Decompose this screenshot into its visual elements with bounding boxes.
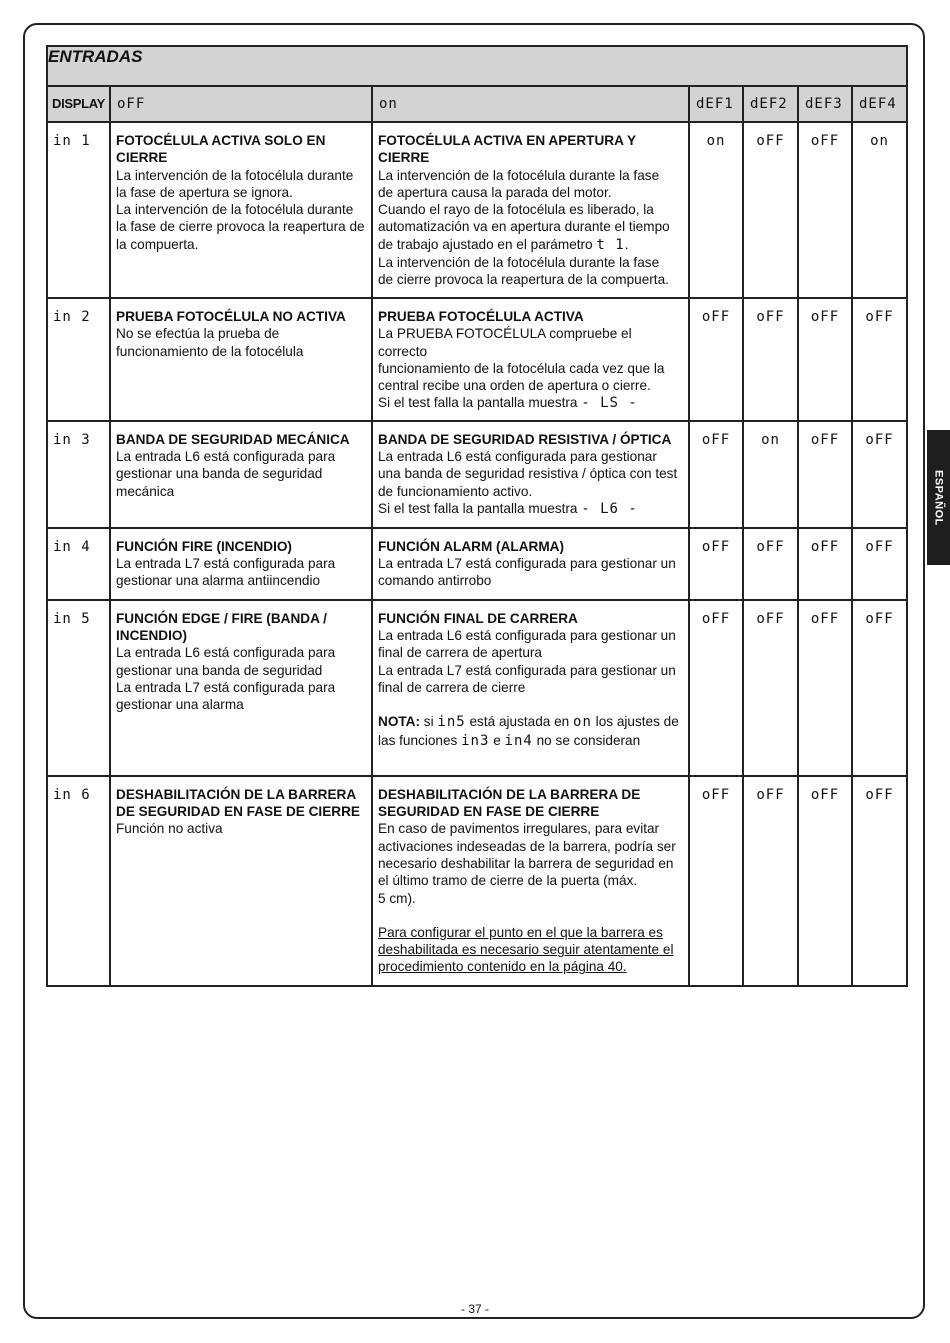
table-row	[47, 298, 907, 421]
off-header: oFF	[110, 86, 372, 122]
def2-value: oFF	[756, 538, 785, 555]
off-description: FUNCIÓN EDGE / FIRE (BANDA / INCENDIO) La entrada L6 está configurada para gestionar una banda de seguridad La entrada L7 está configurada para gestionar una alarma	[116, 610, 336, 713]
def3-header: dEF3	[798, 86, 852, 122]
language-label: ESPAÑOL	[932, 469, 945, 526]
off-description: DESHABILITACIÓN DE LA BARRERA DE SEGURIDAD EN FASE DE CIERRE Función no activa	[116, 786, 360, 837]
inputs-table	[46, 45, 908, 987]
table-row	[47, 600, 907, 776]
def4-value: oFF	[865, 309, 894, 325]
table-row	[47, 776, 907, 986]
def2-value: oFF	[756, 610, 785, 627]
off-description: FUNCIÓN FIRE (INCENDIO) La entrada L7 está configurada para gestionar una alarma antiincendio	[116, 538, 336, 589]
def4-value: oFF	[865, 538, 894, 555]
on-description: DESHABILITACIÓN DE LA BARRERA DE SEGURIDAD EN FASE DE CIERRE En caso de pavimentos irregulares, para evitar activaciones indeseadas de la barrera, podría ser necesario deshabilitar la barrera de seguridad en el último tramo de cierre de la puerta (máx. 5 cm). Para configurar el punto en el que la barrera es deshabilitada es necesario seguir atentamente el procedimiento contenido en la página 40.	[373, 777, 688, 983]
language-side-tab	[927, 430, 950, 565]
on-description: FUNCIÓN FINAL DE CARRERA La entrada L6 está configurada para gestionar un final de carrera de apertura La entrada L7 está configurada para gestionar un final de carrera de cierre NOTA: si in5 está ajustada en on los ajustes de las funciones in3 e in4 no se consideran	[373, 601, 688, 757]
def1-header: dEF1	[689, 86, 743, 122]
row-code: in 5	[53, 610, 91, 627]
def3-value: oFF	[810, 538, 840, 555]
param-code: t 1	[596, 236, 625, 253]
table-row	[47, 528, 907, 600]
def4-value: oFF	[865, 431, 894, 448]
table-row	[47, 421, 907, 528]
def1-value: on	[706, 133, 726, 149]
table-header-row	[47, 86, 907, 122]
def4-value: on	[870, 133, 889, 149]
def2-value: oFF	[756, 309, 785, 325]
def1-value: oFF	[701, 309, 731, 325]
def3-value: oFF	[810, 133, 840, 149]
def4-value: oFF	[865, 786, 894, 803]
on-description: PRUEBA FOTOCÉLULA ACTIVA La PRUEBA FOTOCÉLULA compruebe el correcto funcionamiento de la fotocélula cada vez que la central recibe una orden de apertura o cierre. Si el test falla la pantalla muestra - LS -	[378, 309, 665, 412]
table-title: ENTRADAS	[47, 46, 907, 86]
def4-value: oFF	[865, 610, 894, 627]
def1-value: oFF	[701, 610, 731, 627]
row-code: in 4	[53, 538, 91, 555]
def4-header: dEF4	[852, 86, 907, 122]
row-code: in 1	[53, 133, 91, 149]
display-header: DISPLAY	[47, 86, 110, 122]
row-code: in 6	[53, 786, 91, 803]
off-description: PRUEBA FOTOCÉLULA NO ACTIVA No se efectúa la prueba de funcionamiento de la fotocélula	[116, 309, 346, 359]
row-code: in 3	[53, 431, 91, 448]
on-description: BANDA DE SEGURIDAD RESISTIVA / ÓPTICA La entrada L6 está configurada para gestionar una banda de seguridad resistiva / óptica con test de funcionamiento activo. Si el test falla la pantalla muestra - L6 -	[378, 431, 678, 517]
row-code: in 2	[53, 309, 91, 325]
on-header: on	[372, 86, 689, 122]
display-message: - L6 -	[581, 500, 638, 517]
def1-value: oFF	[701, 431, 731, 448]
page-reference-note: Para configurar el punto en el que la barrera es	[378, 924, 663, 940]
def3-value: oFF	[810, 431, 840, 448]
off-description: BANDA DE SEGURIDAD MECÁNICA La entrada L6 está configurada para gestionar una banda de seguridad mecánica	[116, 431, 350, 499]
table-row	[47, 122, 907, 298]
def3-value: oFF	[810, 309, 840, 325]
note-line-1: NOTA: si in5 está ajustada en on los ajustes de	[378, 714, 679, 731]
off-description: FOTOCÉLULA ACTIVA SOLO EN CIERRE La intervención de la fotocélula durante la fase de apertura se ignora. La intervención de la fotocélula durante la fase de cierre provoca la reapertura de la compuerta.	[116, 133, 365, 252]
page-number: - 37 -	[460, 1302, 489, 1316]
on-description: FUNCIÓN ALARM (ALARMA) La entrada L7 está configurada para gestionar un comando antirrobo	[378, 538, 676, 589]
def3-value: oFF	[810, 610, 840, 627]
def3-value: oFF	[810, 786, 840, 803]
display-message: - LS -	[581, 395, 638, 412]
def1-value: oFF	[701, 538, 731, 555]
def2-value: oFF	[756, 786, 785, 803]
def2-header: dEF2	[743, 86, 798, 122]
note-line-2: las funciones in3 e in4 no se consideran	[378, 732, 641, 749]
on-description: FOTOCÉLULA ACTIVA EN APERTURA Y CIERRE La intervención de la fotocélula durante la fase de apertura causa la parada del motor. Cuando el rayo de la fotocélula es liberado, la automatización va en apertura durante el tiempo de trabajo ajustado en el parámetro t 1. La intervención de la fotocélula durante la fase de cierre provoca la reapertura de la compuerta.	[378, 133, 670, 288]
def2-value: on	[761, 431, 780, 448]
def1-value: oFF	[701, 786, 731, 803]
def2-value: oFF	[756, 133, 785, 149]
